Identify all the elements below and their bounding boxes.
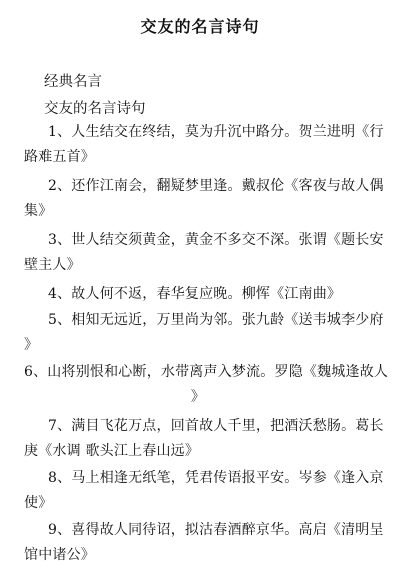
- quote-line-cont: 集》: [24, 203, 53, 219]
- quote-item-3: [24, 228, 384, 278]
- quote-item-5: [24, 308, 384, 358]
- quote-line-cont: 》: [190, 389, 206, 405]
- quote-line: 1、人生结交在终结，莫为升沉中路分。贺兰进明《行: [48, 124, 384, 140]
- quote-item-8: [24, 466, 384, 516]
- quote-line: 2、还作江南会，翻疑梦里逢。戴叔伦《客夜与故人偶: [48, 178, 384, 194]
- quote-line: 9、喜得故人同待诏，拟沽春酒醉京华。高启《清明呈: [48, 522, 384, 538]
- quote-line-cont: 壁主人》: [24, 257, 81, 273]
- quote-item-9: [24, 518, 384, 568]
- quote-line: 4、故人何不返，春华复应晚。柳恽《江南曲》: [48, 286, 342, 302]
- quote-item-1: [24, 120, 384, 170]
- quote-item-2: [24, 174, 384, 224]
- quote-item-7: [24, 414, 384, 464]
- quote-line-cont: 使》: [24, 495, 53, 511]
- quote-line-cont: 》: [24, 337, 39, 353]
- document-title: 交友的名言诗句: [140, 17, 260, 36]
- quote-line: 6、山将别恨和心断，水带离声入梦流。罗隐《魏城逢故人: [24, 364, 389, 380]
- quote-item-4: [24, 282, 372, 307]
- quote-line-cont: 馆中诸公》: [24, 547, 95, 563]
- quote-line-cont: 庚《水调 歌头江上春山远》: [24, 443, 200, 459]
- quote-line: 8、马上相逢无纸笔，凭君传语报平安。岑参《逢入京: [48, 470, 384, 486]
- quote-line: 7、满目飞花万点，回首故人千里，把酒沃愁肠。葛长: [48, 418, 384, 434]
- section-heading: 经典名言: [44, 74, 102, 90]
- quote-line-cont: 路难五首》: [24, 149, 95, 165]
- sub-heading: 交友的名言诗句: [44, 101, 146, 117]
- quote-line: 5、相知无远近，万里尚为邻。张九龄《送韦城李少府: [48, 312, 384, 328]
- quote-line: 3、世人结交须黄金，黄金不多交不深。张谓《题长安: [48, 232, 384, 248]
- quote-item-6: [24, 360, 389, 410]
